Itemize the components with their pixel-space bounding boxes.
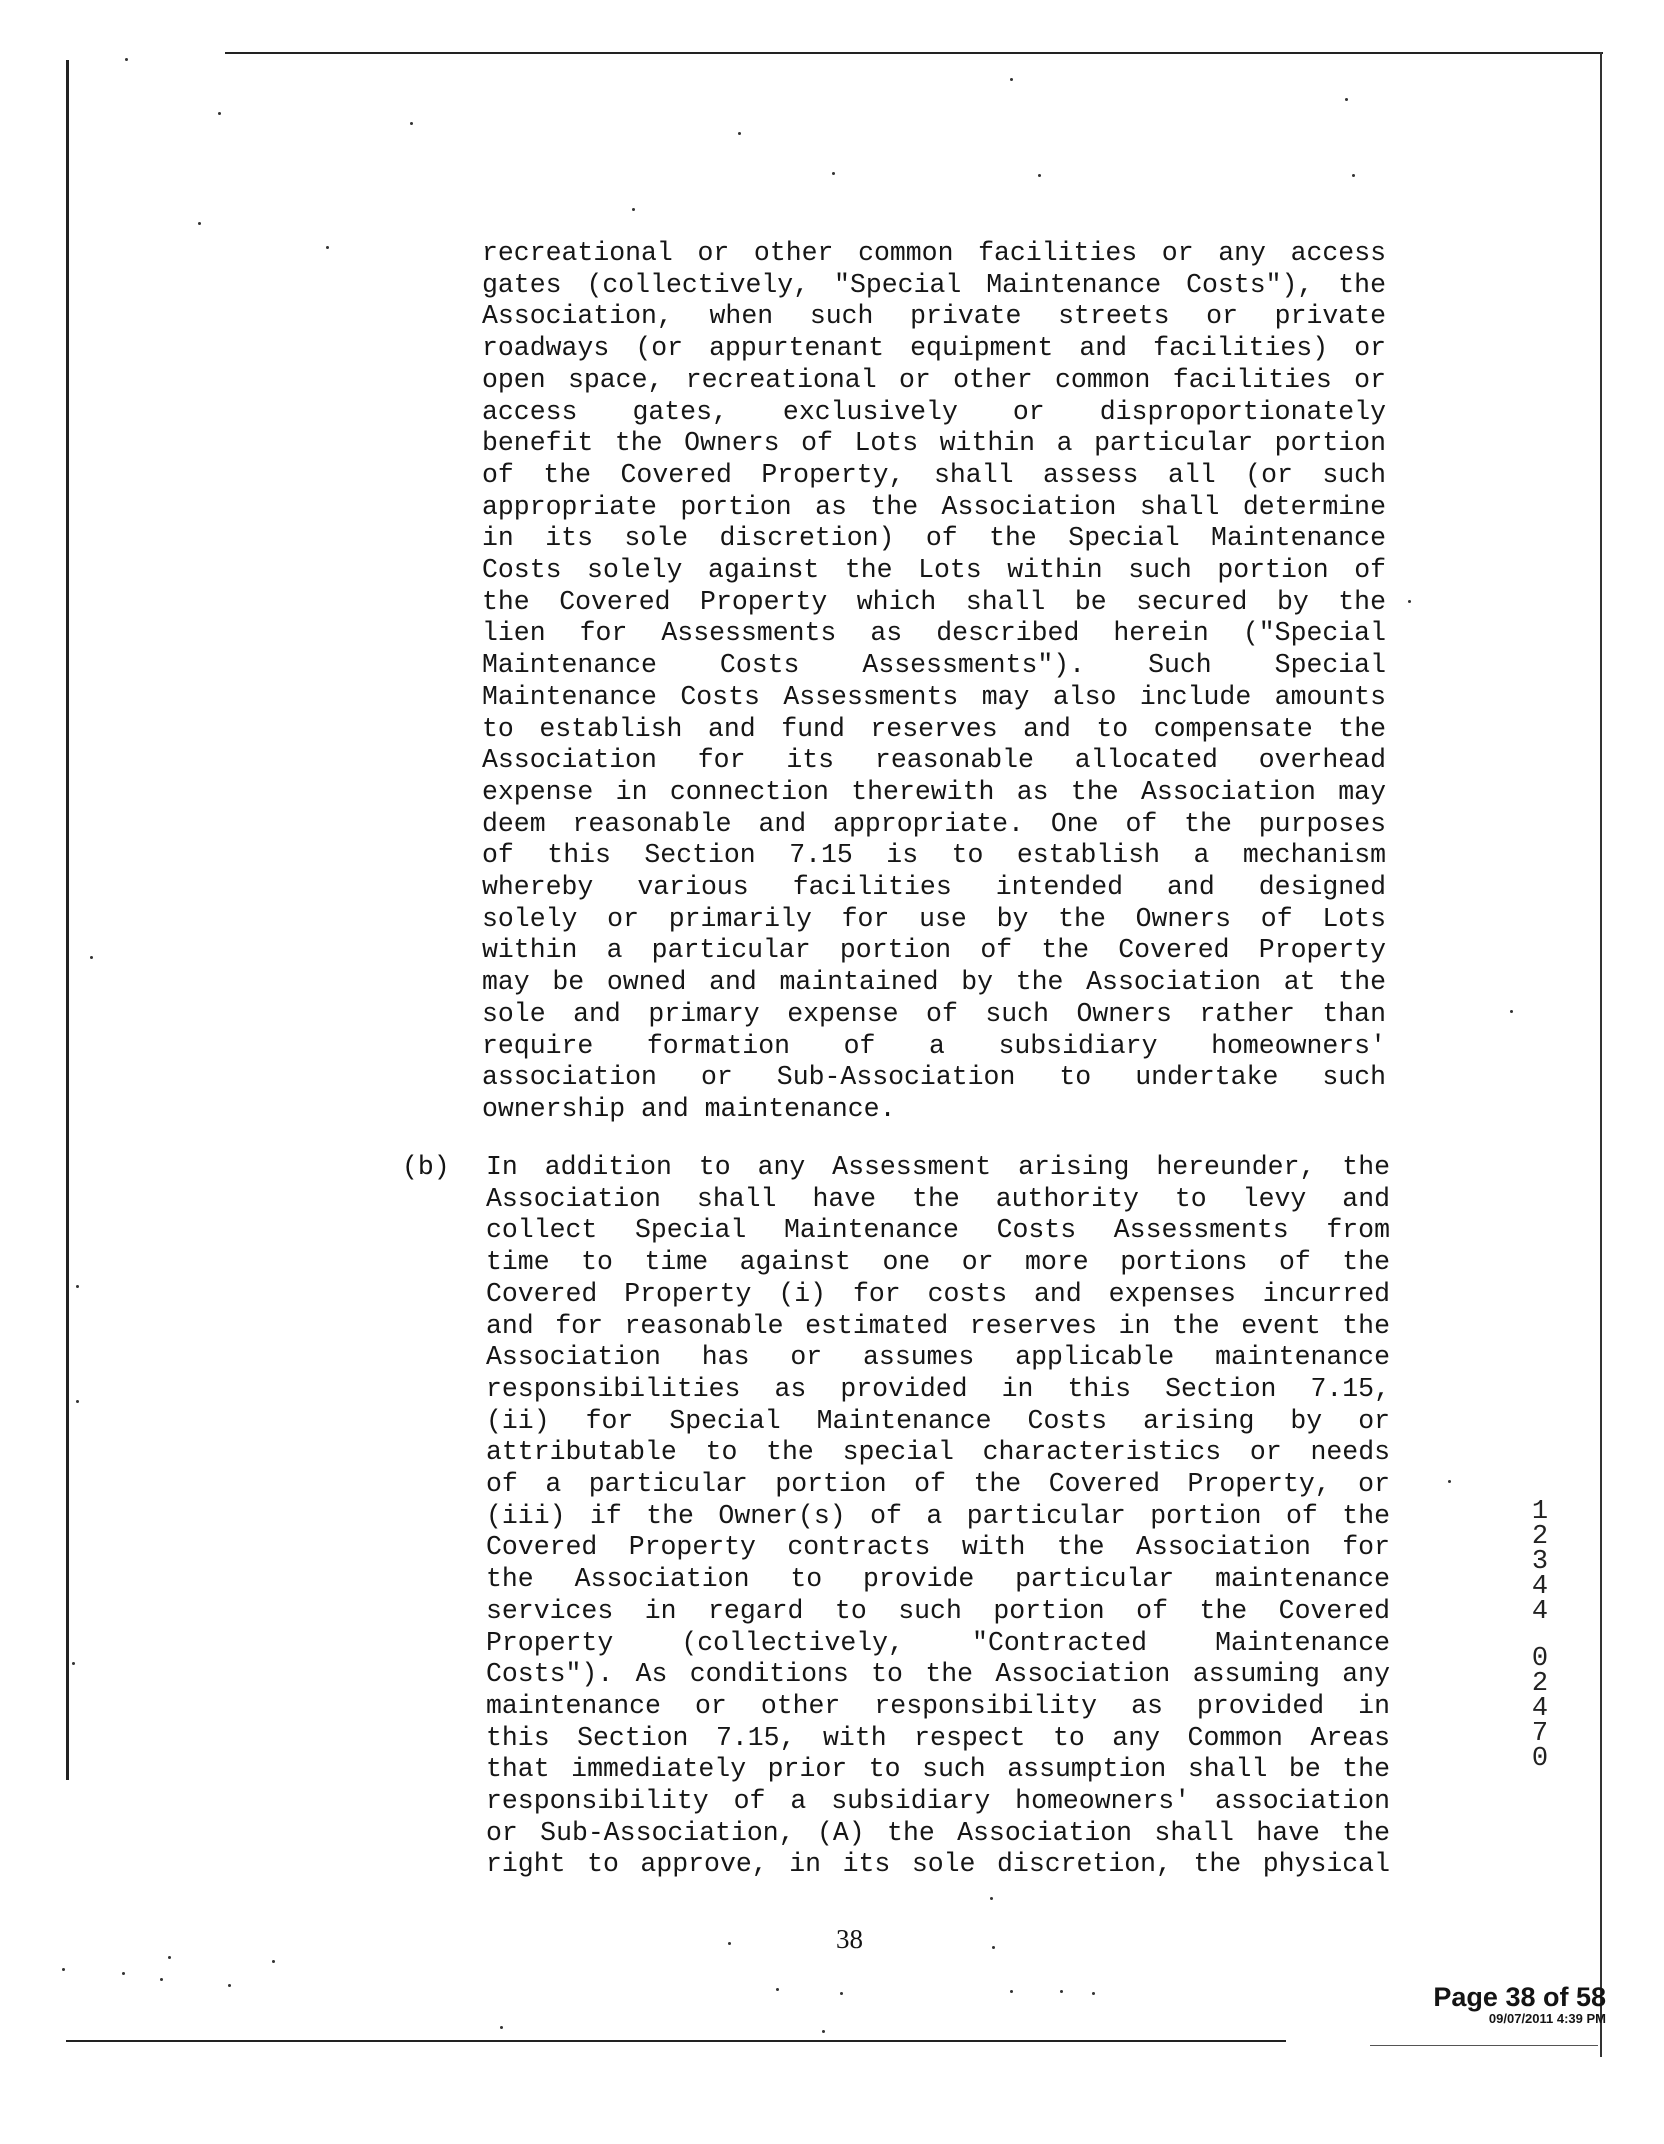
text-line: require formation of a subsidiary homeowners' <box>482 1030 1386 1061</box>
text-line: Costs solely against the Lots within such portion of <box>482 555 1386 586</box>
text-line: (iii) if the Owner(s) of a particular portion of the <box>486 1500 1390 1531</box>
code-digit: 3 <box>1531 1547 1549 1577</box>
text-line: that immediately prior to such assumption shall be the <box>486 1754 1390 1785</box>
text-line: maintenance or other responsibility as provided in <box>486 1690 1390 1721</box>
page-stamp <box>1433 1982 1606 2026</box>
text-line: deem reasonable and appropriate. One of the purposes <box>482 808 1386 839</box>
text-line: ownership and maintenance. <box>482 1093 896 1124</box>
text-line: Association for its reasonable allocated overhead <box>482 745 1386 776</box>
side-document-code <box>1520 1497 1560 1774</box>
text-line: Maintenance Costs Assessments"). Such Special <box>482 650 1386 681</box>
left-border-line <box>66 60 69 1780</box>
text-line: sole and primary expense of such Owners rather than <box>482 998 1386 1029</box>
text-line: in its sole discretion) of the Special Maintenance <box>482 523 1386 554</box>
code-digit: 0 <box>1531 1744 1549 1774</box>
text-line: right to approve, in its sole discretion, the physical <box>486 1849 1390 1880</box>
text-line: benefit the Owners of Lots within a particular portion <box>482 428 1386 459</box>
bottom-border-line-right <box>1370 2045 1598 2046</box>
text-line: solely or primarily for use by the Owners of Lots <box>482 903 1386 934</box>
text-line: recreational or other common facilities or any access <box>482 238 1386 268</box>
text-line: within a particular portion of the Covered Property <box>482 935 1386 966</box>
text-line: Covered Property contracts with the Association for <box>486 1532 1390 1563</box>
text-line: access gates, exclusively or disproportionately <box>482 396 1386 427</box>
code-digit: 2 <box>1531 1522 1549 1552</box>
text-line: Maintenance Costs Assessments may also include amounts <box>482 681 1386 712</box>
text-line: of a particular portion of the Covered Property, or <box>486 1469 1390 1500</box>
text-line: of the Covered Property, shall assess all (or such <box>482 459 1386 490</box>
text-line: collect Special Maintenance Costs Assessments from <box>486 1215 1390 1246</box>
text-line: expense in connection therewith as the Association may <box>482 776 1386 807</box>
code-digit: 0 <box>1531 1644 1549 1674</box>
code-digit: 4 <box>1531 1694 1549 1724</box>
text-line: Association shall have the authority to levy and <box>486 1183 1390 1214</box>
text-line: time to time against one or more portions of the <box>486 1247 1390 1278</box>
paragraph-continuation <box>482 238 1386 1126</box>
code-digit: 4 <box>1531 1572 1549 1602</box>
print-timestamp: 09/07/2011 4:39 PM <box>1488 2011 1606 2026</box>
text-line: attributable to the special characteristics or needs <box>486 1437 1390 1468</box>
text-line: Costs"). As conditions to the Association assuming any <box>486 1659 1390 1690</box>
text-line: appropriate portion as the Association shall determine <box>482 491 1386 522</box>
text-line: of this Section 7.15 is to establish a mechanism <box>482 840 1386 871</box>
text-line: services in regard to such portion of the Covered <box>486 1595 1390 1626</box>
text-line: lien for Assessments as described herein ("Special <box>482 618 1386 649</box>
page-number: 38 <box>836 1924 863 1954</box>
text-line: or Sub-Association, (A) the Association shall have the <box>486 1817 1390 1848</box>
text-line: (ii) for Special Maintenance Costs arising by or <box>486 1405 1390 1436</box>
code-digit: 2 <box>1531 1669 1549 1699</box>
code-digit: 4 <box>1531 1597 1549 1627</box>
text-line: this Section 7.15, with respect to any Common Areas <box>486 1722 1390 1753</box>
text-line: the Covered Property which shall be secured by the <box>482 586 1386 617</box>
top-border-line <box>225 52 1603 54</box>
text-line: open space, recreational or other common facilities or <box>482 364 1386 395</box>
text-line: responsibilities as provided in this Section 7.15, <box>486 1373 1390 1404</box>
subsection-label: (b) <box>402 1152 450 1182</box>
code-digit: 7 <box>1531 1719 1549 1749</box>
text-line: Association, when such private streets or private <box>482 301 1386 332</box>
text-line: Association has or assumes applicable maintenance <box>486 1342 1390 1373</box>
text-line: Property (collectively, "Contracted Maintenance <box>486 1627 1390 1658</box>
text-line: to establish and fund reserves and to compensate the <box>482 713 1386 744</box>
bottom-border-line <box>66 2040 1286 2042</box>
text-line: Covered Property (i) for costs and expenses incurred <box>486 1278 1390 1309</box>
text-line: may be owned and maintained by the Association at the <box>482 967 1386 998</box>
text-line: responsibility of a subsidiary homeowners' association <box>486 1786 1390 1817</box>
text-line: the Association to provide particular maintenance <box>486 1564 1390 1595</box>
text-line: gates (collectively, "Special Maintenance Costs"), the <box>482 269 1386 300</box>
text-line: whereby various facilities intended and designed <box>482 872 1386 903</box>
text-line: and for reasonable estimated reserves in the event the <box>486 1310 1390 1341</box>
text-line: roadways (or appurtenant equipment and facilities) or <box>482 333 1386 364</box>
text-line: association or Sub-Association to undertake such <box>482 1062 1386 1093</box>
page-count-label: Page 38 of 58 <box>1433 1982 1606 2012</box>
subsection-b-paragraph <box>486 1152 1390 1881</box>
right-border-line <box>1600 52 1602 2057</box>
text-line: In addition to any Assessment arising hereunder, the <box>486 1152 1390 1182</box>
code-digit: 1 <box>1531 1497 1549 1527</box>
